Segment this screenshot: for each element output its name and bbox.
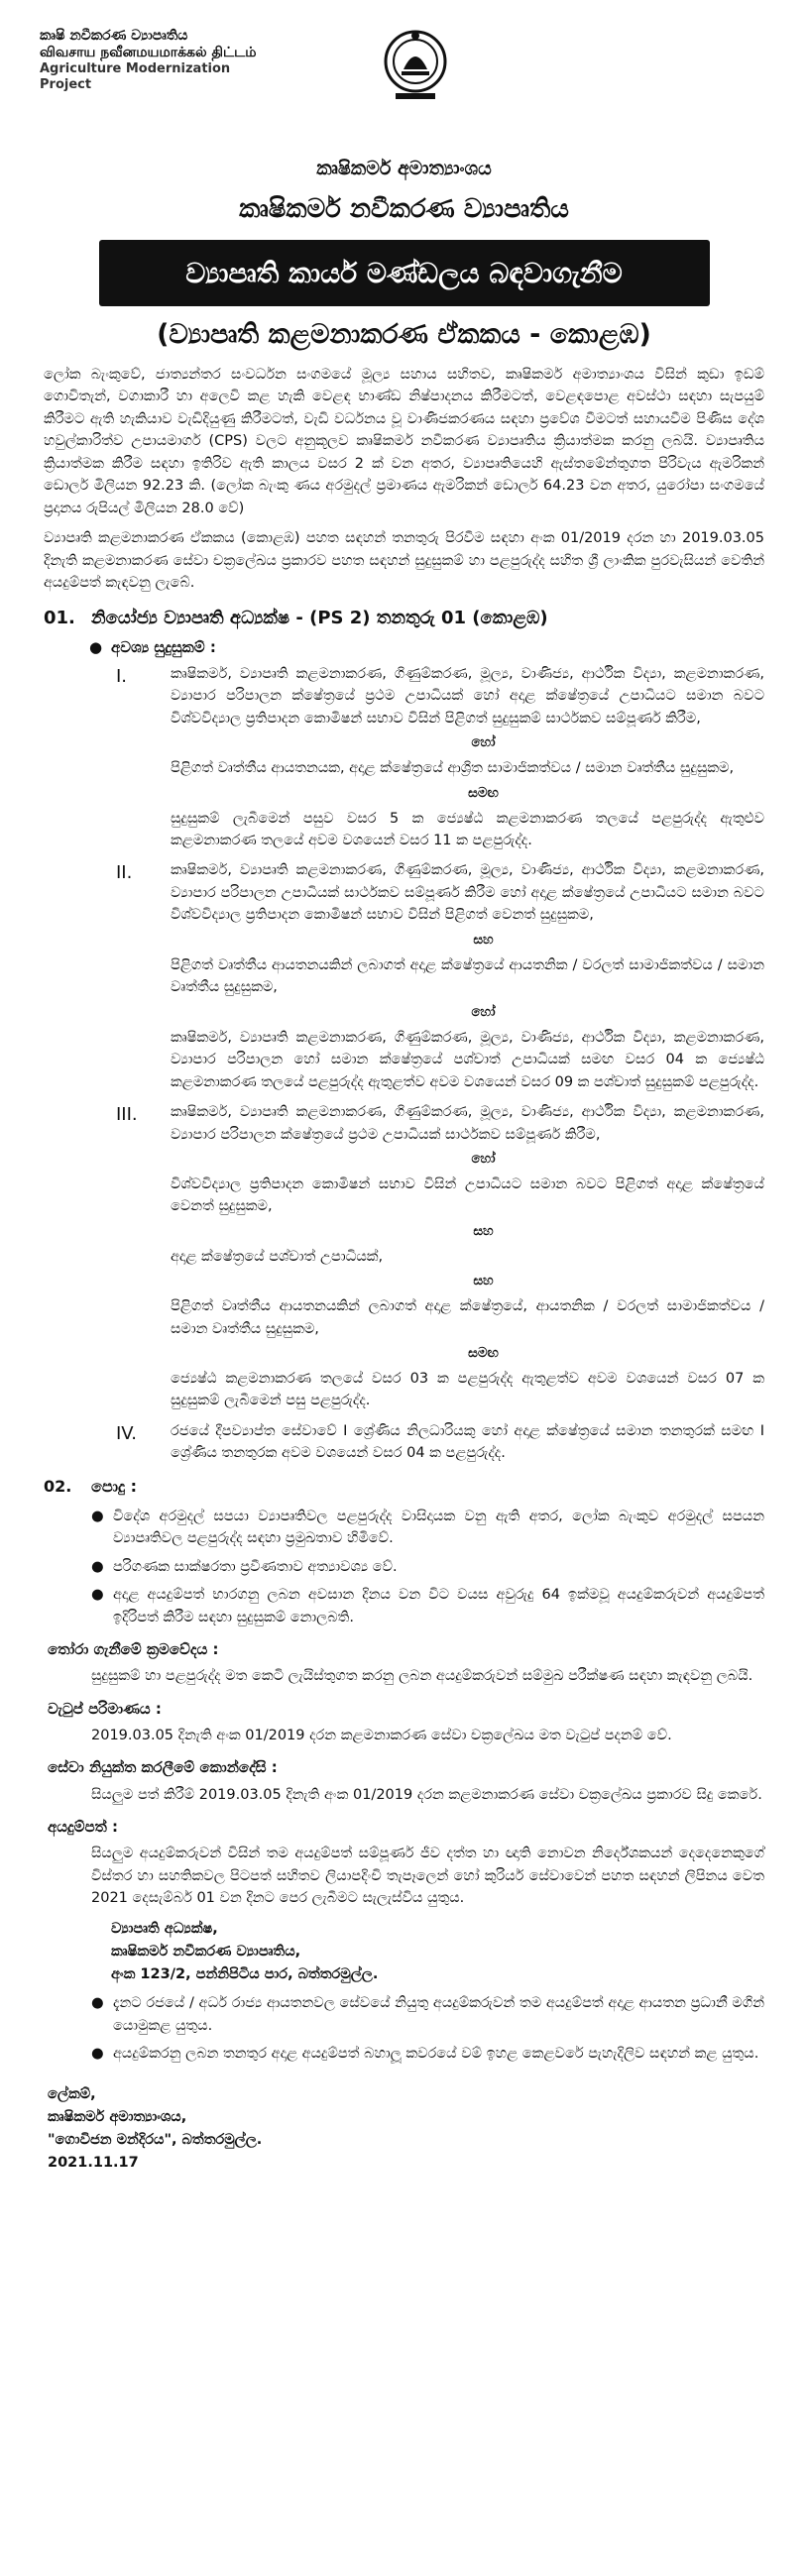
- list-item: [91, 1506, 764, 1550]
- required-qualifications-heading: [89, 636, 796, 659]
- conjunction-or: හෝ: [471, 1003, 496, 1020]
- salary-text: 2019.03.05 දිනැති අංක 01/2019 දරන කළමනාකරණ සේවා චක්‍රලේඛය මත වැටුප් පදනම් වේ.: [91, 1728, 672, 1743]
- logo-line-english: Agriculture Modernization Project: [40, 60, 231, 93]
- qualification-iv-a: [116, 1420, 764, 1465]
- terms-heading: සේවා නියුක්ත කරලීමේ කොන්දේසි :: [48, 1758, 278, 1777]
- roman-i: I.: [116, 665, 128, 687]
- qualification-i-c: සුදුසුකම් ලැබීමෙන් පසුව වසර 5 ක ජ්‍යෙෂ්ඨ කළමනාකරණ තලයේ පළපුරුද්ද ඇතුළුව කළමනාකරණ තලයේ අවම වශයෙන් වසර 11 ක පළපුරුද්ද.: [171, 810, 764, 848]
- qualification-ii-c: කෘෂිකර්ම, ව්‍යාපෘති කළමනාකරණ, ගිණුම්කරණ, මූල්‍ය, වාණිජ්‍ය, ආර්ථික විද්‍යා, කළමනාකරණ, ව්‍යාපාර පරිපාලන හෝ සමාන ක්ෂේත්‍රයේ පශ්චාත් උපාධියක් සමඟ වසර 04 ක ජ්‍යෙෂ්ඨ කළමනාකරණ තලයේ පළපුරුද්ද ඇතුළත්ව අවම වශයෙන් වසර 09 ක පශ්චාත් සුදුසුකම් පළපුරුද්ද.: [171, 1029, 764, 1090]
- ministry-name: කෘෂිකර්ම අමාත්‍යාංශය: [316, 158, 492, 179]
- conjunction-also: සමඟ: [468, 1345, 499, 1362]
- qualification-iii-a: [116, 1101, 764, 1146]
- project-name: කෘෂිකර්ම නවීකරණ ව්‍යාපෘතිය: [239, 194, 569, 225]
- list-item-text: අදාළ අයදුම්පත් භාරගනු ලබන අවසාන දිනය වන විට වයස අවුරුදු 64 ඉක්මවූ අයදුම්කරුවන් අයදුම්පත් ඉදිරිපත් කිරීම සඳහා සුදුසුකම් නොලබති.: [113, 1587, 764, 1625]
- bullet-icon: ●: [91, 1995, 104, 2012]
- post-number: 01.: [44, 607, 75, 628]
- qualification-text: රජයේ දීපව්‍යාප්ත සේවාවේ I ශ්‍රේණිය නිලධාරියකු හෝ අදාළ ක්ෂේත්‍රයේ සමාන තනතුරක් සමඟ I ශ්‍රේණිය තනතුරක අවම වශයෙන් වසර 04 ක පළපුරුද්ද.: [171, 1422, 764, 1462]
- postal-address: [111, 1918, 764, 1987]
- qualification-text: කෘෂිකර්ම, ව්‍යාපෘති කළමනාකරණ, ගිණුම්කරණ, මූල්‍ය, වාණිජ්‍ය, ආර්ථික විද්‍යා, කළමනාකරණ, ව්‍යාපාර පරිපාලන ක්ෂේත්‍රයේ ප්‍රථම උපාධියක් හෝ අදාළ ක්ෂේත්‍රයේ උපාධියට සමාන බවට විශ්වවිද්‍යාල ප්‍රතිපාදන කොමිෂන් සභාව විසින් පිළිගත් සුදුසුකම් සාර්ථකව සම්පූර්ණ කිරීම,: [171, 665, 764, 727]
- conjunction-or: හෝ: [471, 1150, 496, 1167]
- post-title: නියෝජ්‍ය ව්‍යාපෘති අධ්‍යක්ෂ - (PS 2) තනතුරු 01 (කොළඹ): [91, 607, 548, 628]
- list-item-text: පරිගණක සාක්ෂරතා ප්‍රවීණතාව අත්‍යාවශ්‍ය වේ.: [113, 1558, 398, 1575]
- conjunction-and: සහ: [473, 1222, 494, 1239]
- publication-date: 2021.11.17: [48, 2155, 139, 2172]
- conjunction-also: සමඟ: [468, 784, 499, 801]
- selection-heading: තෝරා ගැනීමේ ක්‍රමවේදය :: [48, 1640, 219, 1659]
- qualification-i-b: පිළිගත් වෘත්තීය ආයතනයක, අදාළ ක්ෂේත්‍රයේ ආශ්‍රිත සාමාජිකත්වය / සමාන වෘත්තීය සුදුසුකම,: [171, 760, 735, 777]
- roman-iii: III.: [116, 1104, 138, 1126]
- project-logo: [40, 28, 286, 94]
- qualification-iii-e: ජ්‍යෙෂ්ඨ කළමනාකරණ තලයේ වසර 03 ක පළපුරුද්ද ඇතුළත්ව අවම වශයෙන් වසර 07 ක සුදුසුකම් ලැබීමෙන් පසු පළපුරුද්ද.: [171, 1371, 764, 1409]
- post-heading: [44, 605, 764, 632]
- qualification-ii-b: පිළිගත් වෘත්තීය ආයතනයකින් ලබාගත් අදාළ ක්ෂේත්‍රයේ ආයතනික / වරලත් සාමාජිකත්වය / සමාන වෘත්තීය සුදුසුකම,: [171, 956, 764, 996]
- list-item-text: අයදුම්කරනු ලබන තනතුර අදාළ අයදුම්පත් බහාලූ කවරයේ වම් ඉහළ කෙළවරේ පැහැදිලිව සඳහන් කළ යුතුය.: [113, 2046, 759, 2063]
- address-line: කෘෂිකර්ම නවීකරණ ව්‍යාපෘතිය,: [111, 1944, 301, 1960]
- qualification-iii-b: විශ්වවිද්‍යාල ප්‍රතිපාදන කොමිෂන් සභාව විසින් උපාධියට සමාන බවට පිළිගත් අදාළ ක්ෂේත්‍රයේ වෙනත් සුදුසුකම,: [171, 1176, 764, 1215]
- terms-text: සියලුම පත් කිරීම් 2019.03.05 දිනැති අංක 01/2019 දරන කළමනාකරණ සේවා චක්‍රලේඛය ප්‍රකාරව සිදු කෙරේ.: [91, 1786, 762, 1803]
- application-notes: [91, 1992, 764, 2065]
- bullet-icon: ●: [91, 1587, 104, 1604]
- list-item: [91, 1584, 764, 1628]
- general-heading: [44, 1475, 764, 1500]
- signature-block: [48, 2083, 796, 2176]
- sub-headline: (ව්‍යාපෘති කළමනාකරණ ඒකකය - කොළඹ): [157, 319, 651, 351]
- selection-text: සුදුසුකම් හා පළපුරුද්ද මත කෙටි ලැයිස්තුගත කරනු ලබන අයදුම්කරුවන් සම්මුඛ පරීක්ෂණ සඳහා කැඳවනු ලබයි.: [91, 1668, 753, 1685]
- qualification-iii-c: අදාළ ක්ෂේත්‍රයේ පශ්චාත් උපාධියක්,: [171, 1248, 384, 1265]
- logo-line-tamil: விவசாய நவீனமயமாக்கல் திட்டம்: [40, 44, 257, 60]
- headline-banner: ව්‍යාපෘති කාර්ය මණ්ඩලය බඳවාගැනීම: [99, 240, 710, 306]
- qualification-iii-d: පිළිගත් වෘත්තීය ආයතනයකින් ලබාගත් අදාළ ක්ෂේත්‍රයේ, ආයතනික / වරලත් සාමාජිකත්වය / සමාන වෘත්තීය සුදුසුකම,: [171, 1298, 764, 1337]
- roman-iv: IV.: [116, 1422, 138, 1444]
- qualification-text: කෘෂිකර්ම, ව්‍යාපෘති කළමනාකරණ, ගිණුම්කරණ, මූල්‍ය, වාණිජ්‍ය, ආර්ථික විද්‍යා, කළමනාකරණ, ව්‍යාපාර පරිපාලන උපාධියක් සාර්ථකව සම්පූර්ණ කිරීම හෝ අදාළ ක්ෂේත්‍රයේ උපාධියට සමාන බවට විශ්වවිද්‍යාල ප්‍රතිපාදන කොමිෂන් සභාව විසින් පිළිගත් වෙනත් සුදුසුකම,: [171, 862, 764, 924]
- list-item-text: දැනට රජයේ / අර්ධ රාජ්‍ය ආයතනවල සේවයේ නියුතු අයදුම්කරුවන් තම අයදුම්පත් අදාළ ආයතන ප්‍රධානී මගින් යොමුකළ යුතුය.: [113, 1995, 764, 2034]
- bullet-icon: ●: [91, 1558, 104, 1575]
- bullet-icon: ●: [91, 1508, 104, 1524]
- intro-paragraph: ලෝක බැංකුවේ, ජාත්‍යන්තර සංවර්ධන සංගමයේ මූල්‍ය සහාය සහිතව, කෘෂිකර්ම අමාත්‍යාංශය විසින් කුඩා ඉඩම් ගොවිතැන්, වගාකාරී හා අලෙවි කළ හැකි වෙළඳ භාණ්ඩ නිෂ්පාදනය කිරීමටත්, වෙළඳපොළ අවස්ථා සඳහා සැපයුම් කිරීමට ඇති හැකියාව වැඩිදියුණු කිරීමටත්, වැඩි වර්ධනය වූ වාණිජකරණය සඳහා ප්‍රවේශ වීමටත් සහායවීම පිණිස දේශ හවුල්කාරිත්ව උපායමාර්ග (CPS) වලට අනුකූලව කෘෂිකර්ම නවීකරණ ව්‍යාපෘතිය ක්‍රියාත්මක කරනු ලබයි. ව්‍යාපෘතිය ක්‍රියාත්මක කිරීම සඳහා ඉතිරිව ඇති කාලය වසර 2 ක් වන අතර, ව්‍යාපෘතියෙහි ඇස්තමේන්තුගත පිරිවැය ඇමරිකන් ඩොලර් මිලියන 92.23 කි. (ලෝක බැංකු ණය අරමුදල් ප්‍රමාණය ඇමරිකන් ඩොලර් 64.23 වන අතර, යුරෝපා සංගමයේ ප්‍රදානය රුපියල් මිලියන 28.0 වේ): [44, 366, 764, 516]
- national-emblem-icon: [382, 26, 449, 103]
- qualification-i-a: [116, 663, 764, 729]
- bullet-icon: ●: [91, 2046, 104, 2063]
- conjunction-and: සහ: [473, 1273, 494, 1289]
- logo-line-sinhala: කෘෂි නවීකරණ ව්‍යාපෘතිය: [40, 28, 188, 44]
- qualification-text: කෘෂිකර්ම, ව්‍යාපෘති කළමනාකරණ, ගිණුම්කරණ, මූල්‍ය, වාණිජ්‍ය, ආර්ථික විද්‍යා, කළමනාකරණ, ව්‍යාපාර පරිපාලන ක්ෂේත්‍රයේ ප්‍රථම උපාධියක් සාර්ථකව සම්පූර්ණ කිරීම,: [171, 1104, 764, 1143]
- call-paragraph: ව්‍යාපෘති කළමනාකරණ ඒකකය (කොළඹ) පහත සඳහන් තනතුරු පිරවීම සඳහා අංක 01/2019 දරන හා 2019.03.05 දිනැති කළමනාකරණ සේවා චක්‍රලේඛය ප්‍රකාරව පහත සඳහන් සුදුසුකම් හා පළපුරුද්ද සහිත ශ්‍රී ලාංකික පුරවැසියන් වෙතින් අයදුම්පත් කැඳවනු ලැබේ.: [44, 530, 764, 592]
- address-line: අංක 123/2, පන්නිපිටිය පාර, බත්තරමුල්ල.: [111, 1966, 379, 1983]
- bullet-icon: ●: [89, 637, 103, 656]
- signatory-ministry: කෘෂිකර්ම අමාත්‍යාංශය,: [48, 2109, 187, 2125]
- address-line: ව්‍යාපෘති අධ්‍යක්ෂ,: [111, 1920, 218, 1937]
- list-item: [91, 1556, 764, 1578]
- general-number: 02.: [44, 1476, 72, 1496]
- applications-heading: අයදුම්පත් :: [48, 1818, 119, 1837]
- conjunction-and: සහ: [473, 931, 494, 948]
- signatory-title: ලේකම්,: [48, 2085, 96, 2102]
- qualification-ii-a: [116, 859, 764, 926]
- general-label: පොදු :: [91, 1476, 138, 1496]
- list-item: [91, 1992, 764, 2037]
- list-item: [91, 2043, 764, 2065]
- roman-ii: II.: [116, 862, 133, 884]
- header: [12, 0, 796, 149]
- list-item-text: විදේශ අරමුදල් සපයා ව්‍යාපෘතිවල පළපුරුද්ද වාසිදායක වනු ඇති අතර, ලෝක බැංකුව අරමුදල් සපයන ව්‍යාපෘතිවල පළපුරුද්ද සඳහා ප්‍රමුඛතාව හිමිවේ.: [113, 1508, 764, 1547]
- required-label: අවශ්‍ය සුදුසුකම් :: [111, 637, 216, 656]
- salary-heading: වැටුප් පරිමාණය :: [48, 1699, 162, 1718]
- applications-text: සියලුම අයදුම්කරුවන් විසින් තම අයදුම්පත් සම්පූර්ණ ජීව දත්ත හා ඥාති නොවන නිර්දේශකයන් දෙදෙනෙකුගේ විස්තර හා සහතිකවල පිටපත් සහිතව ලියාපදිංචි තැපෑලෙන් හෝ කුරියර් සේවාවෙන් පහත සඳහන් ලිපිනය වෙත 2021 දෙසැම්බර් 01 වන දිනට පෙර ලැබීමට සැලැස්විය යුතුය.: [91, 1846, 764, 1907]
- conjunction-or: හෝ: [471, 734, 496, 751]
- general-list: [91, 1506, 764, 1628]
- signatory-address: "ගොවිජන මන්දිරය", බත්තරමුල්ල.: [48, 2132, 263, 2149]
